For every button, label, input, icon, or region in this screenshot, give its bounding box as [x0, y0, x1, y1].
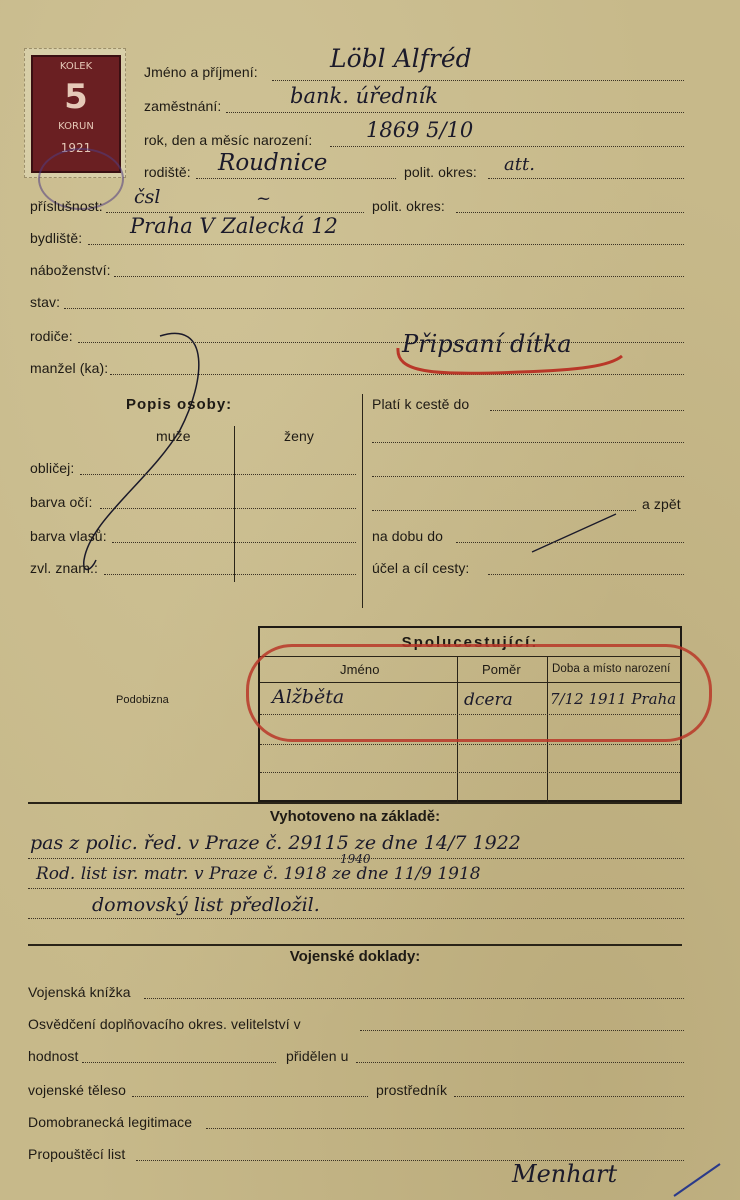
face-line [80, 474, 356, 475]
marks-line [104, 574, 356, 575]
military-home-guard-line [206, 1128, 684, 1129]
trip-return-line [372, 510, 636, 511]
district1-label: polit. okres: [404, 164, 477, 180]
district1-value: att. [504, 154, 535, 175]
residence-label: bydliště: [30, 230, 83, 246]
eyes-line [100, 508, 356, 509]
occupation-value: bank. úředník [290, 84, 438, 108]
birthplace-value: Roudnice [218, 150, 328, 176]
basis-line-3 [28, 918, 684, 919]
status-label: stav: [30, 294, 61, 310]
military-top-rule [28, 944, 682, 946]
trip-duration-line [456, 542, 684, 543]
description-divider [362, 394, 363, 608]
military-assigned-label: přidělen u [286, 1048, 349, 1064]
military-home-guard-label: Domobranecká legitimace [28, 1114, 193, 1130]
citizenship-value: čsl [134, 186, 161, 208]
military-book-label: Vojenská knížka [28, 984, 131, 1000]
military-intermediary-label: prostředník [376, 1082, 448, 1098]
military-unit-line [132, 1096, 368, 1097]
birthplace-label: rodiště: [144, 164, 191, 180]
female-header: ženy [284, 428, 314, 444]
companion-name: Alžběta [272, 686, 345, 708]
male-female-divider [234, 426, 235, 582]
spouse-label: manžel (ka): [30, 360, 109, 376]
companions-header-name: Jméno [340, 662, 380, 677]
companion-birth: 7/12 1911 Praha [550, 690, 677, 708]
basis-text-2-sup: 1940 [340, 852, 371, 866]
religion-label: náboženství: [30, 262, 111, 278]
military-book-line [144, 998, 684, 999]
basis-text-1: pas z polic. řed. v Praze č. 29115 ze dne 14/7 1922 [30, 832, 521, 854]
trip-duration-label: na dobu do [372, 528, 444, 544]
basis-text-3: domovský list předložil. [92, 894, 320, 916]
red-underline [398, 348, 622, 373]
trip-purpose-label: účel a cíl cesty: [372, 560, 470, 576]
stamp-value: 5 [64, 77, 88, 117]
basis-top-rule [28, 802, 682, 804]
companions-header-relation: Poměr [482, 662, 521, 677]
hair-line [112, 542, 356, 543]
occupation-label: zaměstnání: [144, 98, 222, 114]
stamp-top-text: KOLEK [59, 61, 93, 72]
district2-label: polit. okres: [372, 198, 445, 214]
pen-stroke-line [532, 514, 616, 552]
name-label: Jméno a příjmení: [144, 64, 258, 80]
military-discharge-label: Propouštěcí list [28, 1146, 126, 1162]
military-title: Vojenské doklady: [289, 948, 421, 965]
companions-row-line-3 [260, 772, 680, 773]
military-assigned-line [356, 1062, 684, 1063]
hair-label: barva vlasů: [30, 528, 107, 544]
birth-value: 1869 5/10 [366, 118, 474, 142]
description-title: Popis osoby: [126, 396, 233, 413]
marks-label: zvl. znam.: [30, 560, 99, 576]
companions-title: Spolucestující: [401, 634, 539, 651]
stamp-bottom-text: KORUN [58, 121, 94, 132]
stamp-year: 1921 [60, 141, 92, 155]
trip-valid-line [490, 410, 684, 411]
parents-label: rodiče: [30, 328, 73, 344]
military-rank-label: hodnost [28, 1048, 79, 1064]
name-value: Löbl Alfréd [330, 44, 472, 73]
residence-value: Praha V Zalecká 12 [130, 214, 338, 238]
blue-pencil-stroke [674, 1164, 720, 1196]
photo-label: Podobizna [116, 694, 169, 706]
trip-purpose-line [488, 574, 684, 575]
trip-valid-label: Platí k cestě do [372, 396, 470, 412]
red-pencil-loop [246, 644, 712, 742]
military-certificate-label: Osvědčení doplňovacího okres. velitelství v [28, 1016, 301, 1032]
birth-label: rok, den a měsíc narození: [144, 132, 313, 148]
eyes-label: barva očí: [30, 494, 93, 510]
companions-row-line-2 [260, 744, 680, 745]
male-header: muže [156, 428, 191, 444]
companion-relation: dcera [464, 690, 513, 710]
face-label: obličej: [30, 460, 75, 476]
trip-line-3 [372, 476, 684, 477]
basis-text-2: Rod. list isr. matr. v Praze č. 1918 ze dne 11/9 1918 [36, 864, 481, 884]
military-unit-label: vojenské těleso [28, 1082, 127, 1098]
citizenship-label: příslušnost: [30, 198, 103, 214]
military-certificate-line [360, 1030, 684, 1031]
basis-line-2 [28, 888, 684, 889]
basis-title: Vyhotoveno na základě: [269, 808, 441, 825]
citizenship-mark: ~ [256, 188, 272, 209]
signature: Menhart [512, 1160, 618, 1188]
military-intermediary-line [454, 1096, 684, 1097]
note-value: Připsaní dítka [402, 330, 572, 358]
companions-header-birth: Doba a místo narození [552, 663, 671, 675]
trip-return-label: a zpět [642, 496, 681, 512]
trip-line-2 [372, 442, 684, 443]
military-rank-line [82, 1062, 276, 1063]
